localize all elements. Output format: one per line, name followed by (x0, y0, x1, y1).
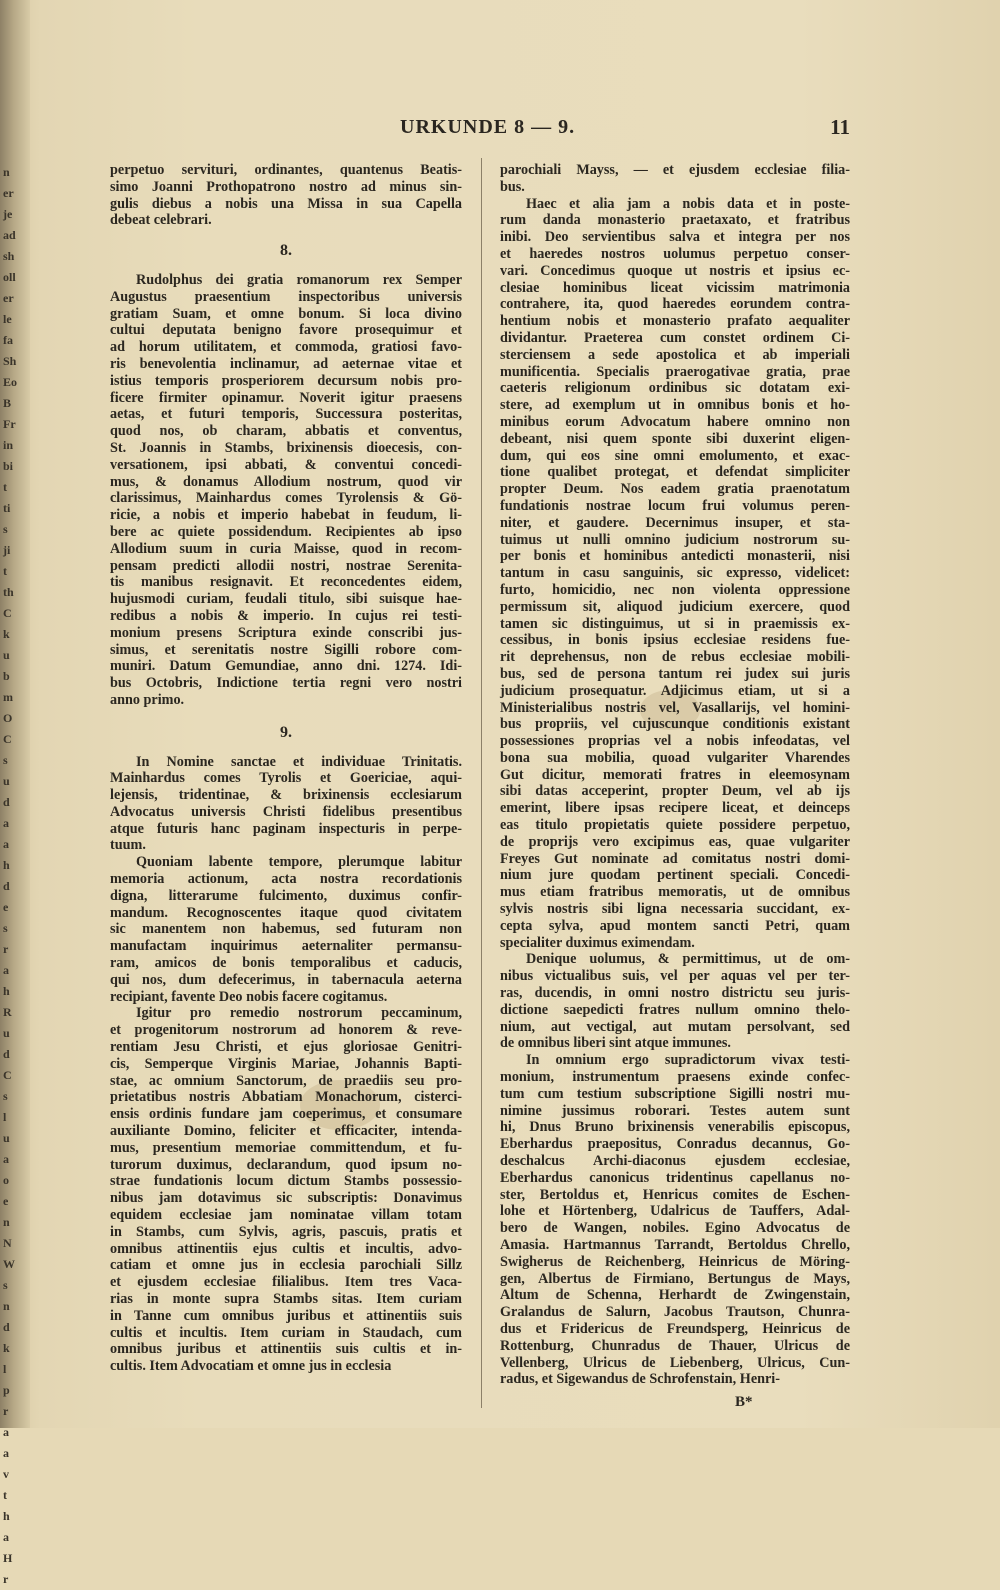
text-line: clarissimus, Mainhardus comes Tyrolensis & Gö- (110, 490, 462, 507)
text-line: propter Deum. Nos eadem gratia praenotatum (500, 481, 850, 498)
text-line: Swigherus de Reichenberg, Heinricus de Möring- (500, 1253, 850, 1270)
text-line: Augustus praesentium inspectoribus universis (110, 288, 462, 305)
gutter-fragment: Eo (3, 375, 18, 389)
gutter-fragment: d (3, 1320, 10, 1334)
text-line: rit deprehensus, non de rebus ecclesiae mobili- (500, 649, 850, 666)
gutter-fragment: ad (3, 228, 16, 242)
gutter-fragment: l (3, 1362, 7, 1376)
text-line: recipiant, favente Deo nobis facere cogitamus. (110, 988, 388, 1005)
text-line: tis manibus resignavit. Et reconcedentes eidem, (110, 574, 462, 591)
text-line: cepta sylva, apud montem sancti Petri, quam (500, 917, 850, 934)
gutter-fragment: W (3, 1257, 15, 1271)
text-line: Haec et alia jam a nobis data et in poste- (526, 195, 850, 212)
document-number-8: 8. (280, 242, 292, 260)
text-line: aetas, et futuri temporis, Successura posteritas, (110, 406, 462, 423)
gutter-fragment: r (3, 942, 9, 956)
text-line: versationem, ipsi abbati, & conventui concedi- (110, 456, 462, 473)
gutter-fragment: n (3, 1299, 10, 1313)
gutter-fragment: a (3, 1446, 9, 1460)
text-line: sibi datas acceperint, propter Deum, vel ab ijs (500, 783, 850, 800)
column-divider (481, 158, 482, 1408)
running-title: URKUNDE 8 — 9. (400, 116, 576, 138)
gutter-fragment: H (3, 1551, 13, 1565)
gutter-fragment: s (3, 522, 8, 536)
paragraph-rudolphus (110, 272, 462, 709)
text-line: anno primo. (110, 691, 185, 708)
text-line: specialiter duximus eximendam. (500, 934, 695, 951)
text-line: rentiam Jesu Christi, et ejus gloriosae Genitri- (110, 1039, 462, 1056)
gutter-fragment: r (3, 1572, 9, 1586)
gutter-fragment: N (3, 1236, 12, 1250)
gutter-text (0, 162, 30, 1590)
gutter-fragment: t (3, 1488, 7, 1502)
gutter-fragment: b (3, 669, 10, 683)
text-line: sylvis nostris sibi ligna necessaria succidant, ex- (500, 901, 850, 918)
text-line: hentium nobis et monasterio prafato aequaliter (500, 313, 850, 330)
text-line: nibus victualibus suis, vel per aquas vel per ter- (500, 968, 850, 985)
text-line: stae, ac omnium Sanctorum, de praediis seu pro- (110, 1072, 462, 1089)
paragraph-testes (500, 1052, 850, 1388)
text-line: strae fundationis locum dictum Stambs possessio- (110, 1173, 462, 1190)
text-line: dictione saepedicti fratres nullum omnino thelo- (500, 1001, 850, 1018)
text-line: dus et Fridericus de Freundsperg, Heinricus de (500, 1320, 850, 1337)
gutter-fragment: u (3, 1026, 10, 1040)
text-line: Igitur pro remedio nostrorum peccaminum, (136, 1005, 462, 1022)
text-line: Ministerialibus nostris vel, Vasallarijs, vel homini- (500, 699, 850, 716)
text-line: cultui deputata benigno favore prosequimur et (110, 322, 462, 339)
text-line: tantum in casu sanguinis, sic expresso, videlicet: (500, 565, 850, 582)
gutter-fragment: C (3, 732, 12, 746)
gutter-fragment: v (3, 1467, 9, 1481)
text-line: lejensis, tridentinae, & brixinensis ecclesiarum (110, 787, 462, 804)
text-line: Gralandus de Salurn, Jacobus Trautson, Chunra- (500, 1304, 850, 1321)
page-header (110, 116, 850, 146)
text-line: per bonis et hominibus antedicti monasterii, nisi (500, 548, 850, 565)
text-line: monium, instrumentum praesens exinde confec- (500, 1069, 850, 1086)
gutter-fragment: Fr (3, 417, 16, 431)
text-line: mus etiam fratribus memoratis, ut de omnibus (500, 884, 850, 901)
gutter-fragment: t (3, 564, 7, 578)
text-line: St. Joannis in Stambs, brixinensis dioecesis, con- (110, 439, 462, 456)
gutter-fragment: ji (3, 543, 11, 557)
text-line: caeteris religionum ordinibus sic dotatam exi- (500, 380, 850, 397)
text-line: bus. (500, 178, 525, 195)
text-line: atque futuris hanc paginam inspecturis in perpe- (110, 820, 462, 837)
text-line: vari. Concedimus quoque ut nostris et ipsius ec- (500, 262, 850, 279)
gutter-fragment: t (3, 480, 7, 494)
gutter-fragment: in (3, 438, 14, 452)
gutter-fragment: l (3, 1110, 7, 1124)
gutter-fragment: Sh (3, 354, 17, 368)
gutter-fragment: r (3, 1404, 9, 1418)
text-line: parochiali Mayss, — et ejusdem ecclesiae filia- (500, 162, 850, 178)
text-line: tuimus ut nulli omnino judicium nostrorum su- (500, 531, 850, 548)
text-line: eas titulo propietatis quiete possidere perpetuo, (500, 817, 850, 834)
text-line: Advocatus universis Christi fidelibus presentibus (110, 803, 462, 820)
text-line: munificentia. Specialis praerogativae gratia, prae (500, 363, 850, 380)
text-line: bus Octobris, Indictione tertia regni vero nostri (110, 675, 462, 692)
paragraph-haec (500, 196, 850, 952)
text-line: pensam predicti allodii nostri, nostrae Serenita- (110, 557, 462, 574)
gutter-fragment: oll (3, 270, 16, 284)
text-line: sterciensem a sede apostolica et ab imperiali (500, 346, 850, 363)
text-line: radus, et Sigewandus de Schrofenstain, Henri- (500, 1371, 780, 1388)
text-line: debeant, nisi quem sponte sibi duxerint eligen- (500, 430, 850, 447)
text-line: dum, qui eos sine omni emolumento, et exac- (500, 447, 850, 464)
paragraph-denique (500, 951, 850, 1052)
text-line: clesiae hominibus liceat vicissim matrimonia (500, 279, 850, 296)
text-line: Rottenburg, Chunradus de Thauer, Ulricus de (500, 1337, 850, 1354)
gutter-fragment: B (3, 396, 12, 410)
text-line: rias in monte supra Stambs sitas. Item curiam (110, 1291, 462, 1307)
text-line: cultis et incultis. Item curiam in Staudach, cum (110, 1324, 462, 1341)
text-line: fundationis nostrae locum frui volumus peren- (500, 497, 850, 514)
text-line: et ejusdem ecclesiae filialibus. Item tres Vaca- (110, 1274, 462, 1291)
text-line: ricie, a nobis et imperio habebat in feudum, li- (110, 507, 462, 524)
left-column (110, 162, 462, 1375)
text-line: In omnium ergo supradictorum vivax testi- (526, 1052, 850, 1069)
text-line: nium, aut vectigal, aut mutam persolvant, sed (500, 1018, 850, 1035)
gutter-fragment: th (3, 585, 14, 599)
text-line: equidem ecclesiae jam nominatae villam totam (110, 1207, 462, 1224)
gutter-fragment: k (3, 1341, 10, 1355)
text-line: ensis ordinis fundare jam coeperimus, et consumare (110, 1106, 462, 1123)
text-line: Eberhardus praepositus, Conradus decannus, Go- (500, 1136, 850, 1153)
page-number: 11 (830, 115, 850, 139)
text-line: bero de Wangen, nobiles. Egino Advocatus de (500, 1220, 850, 1237)
text-line: auxiliante Domino, feliciter et efficaciter, intenda- (110, 1123, 462, 1140)
text-line: stere, ad exemplum ut in omnibus bonis et ho- (500, 397, 850, 414)
facing-page-gutter (0, 0, 30, 1586)
text-line: muniri. Datum Gemundiae, anno dni. 1274. Idi- (110, 658, 462, 675)
text-line: ster, Bertoldus et, Henricus comites de Eschen- (500, 1186, 850, 1203)
text-line: dividantur. Praeterea cum constet ordinem Ci- (500, 329, 850, 346)
text-line: cultis. Item Advocatiam et omne jus in ecclesia (110, 1358, 392, 1375)
text-line: contrahere, ita, quod haeredes eorundem contra- (500, 296, 850, 313)
text-line: gratiam Suam, et omne bonum. Si loca divino (110, 305, 462, 322)
text-line: digna, litterarume fulcimento, duximus confir- (110, 887, 462, 904)
gutter-fragment: ti (3, 501, 11, 515)
text-line: bona sua mobilia, quoad vulgariter Vharendes (500, 749, 850, 766)
gutter-fragment: h (3, 1509, 10, 1523)
text-line: tamen sic distinguimus, ut si in praemissis ex- (500, 615, 850, 632)
gutter-fragment: a (3, 963, 9, 977)
gutter-fragment: R (3, 1005, 12, 1019)
text-line: Denique uolumus, & permittimus, ut de om- (526, 951, 850, 968)
text-line: cessibus, in bonis ipsius ecclesiae residens fue- (500, 632, 850, 649)
paragraph-invocation (110, 754, 462, 855)
text-line: nibus jam dotavimus sic subscriptis: Donavimus (110, 1190, 462, 1207)
text-line: catiam et omne jus in ecclesia parochiali Sillz (110, 1257, 462, 1274)
text-line: Eberhardus canonicus tridentinus capellanus no- (500, 1169, 850, 1186)
paragraph-continued-right (500, 162, 850, 196)
text-line: Allodium suum in curia Maisse, quod in recom- (110, 540, 462, 557)
paragraph-igitur (110, 1005, 462, 1375)
text-line: mandum. Recognoscentes itaque quod civitatem (110, 904, 462, 921)
text-line: Vellenberg, Ulricus de Liebenberg, Ulricus, Cun- (500, 1354, 850, 1371)
gutter-fragment: u (3, 1131, 10, 1145)
text-line: de omnibus liberi sint atque immunes. (500, 1035, 731, 1052)
text-line: Freyes Gut nominate ad comitatus nostri domi- (500, 850, 850, 867)
text-line: quod nos, ob charam, abbatis et conventus, (110, 423, 462, 440)
text-line: Mainhardus comes Tyrolis et Goericiae, aqui- (110, 770, 462, 787)
text-line: Amasia. Hartmannus Tarrandt, Bertoldus Chrello, (500, 1237, 850, 1253)
text-line: ram, amicos de bonis temporalibus et caducis, (110, 955, 462, 972)
text-line: manufactam inquirimus aeternaliter permansu- (110, 938, 462, 955)
gutter-fragment: o (3, 1173, 9, 1187)
gutter-fragment: je (3, 207, 13, 221)
gutter-fragment: a (3, 1425, 9, 1439)
gutter-fragment: s (3, 1089, 8, 1103)
gutter-fragment: p (3, 1383, 10, 1397)
gutter-fragment: a (3, 837, 9, 851)
gutter-fragment: O (3, 711, 13, 725)
paragraph-quoniam (110, 854, 462, 1005)
text-line: de proprijs vero excipimus eas, quae vulgariter (500, 833, 850, 850)
text-line: et haeredes nostros uolumus perpetuo conser- (500, 245, 850, 262)
gutter-fragment: a (3, 816, 9, 830)
text-line: memoria actionum, acta nostra recordationis (110, 871, 462, 888)
text-line: gen, Albertus de Firmiano, Bertungus de Mays, (500, 1270, 850, 1287)
text-line: omnibus attinentiis ejus cultis et incultis, advo- (110, 1240, 462, 1257)
gutter-fragment: s (3, 753, 8, 767)
text-line: inibi. Deo servientibus salva et integra per nos (500, 229, 850, 246)
paragraph-continued (110, 162, 462, 229)
gutter-fragment: h (3, 858, 10, 872)
text-line: deschalcus Archi-diaconus ejusdem ecclesiae, (500, 1153, 850, 1170)
gutter-fragment: C (3, 1068, 12, 1082)
text-line: tuum. (110, 837, 146, 854)
gutter-fragment: s (3, 921, 8, 935)
text-line: furto, homicidio, nec non violenta oppressione (500, 581, 850, 598)
text-line: mus, & donamus Allodium nostrum, quod vir (110, 473, 462, 490)
text-line: hujusmodi curiam, feudali titulo, sibi suisque hae- (110, 591, 462, 608)
text-line: tum cum testium subscriptione Sigilli nostri mu- (500, 1085, 850, 1102)
text-line: ras, ducendis, in omni nostro districtu seu juris- (500, 985, 850, 1002)
gutter-fragment: er (3, 291, 14, 305)
text-line: omnibus juribus et attinentiis suis cultis et in- (110, 1341, 462, 1358)
text-line: Gut dicitur, memorati fratres in eleemosynam (500, 766, 850, 783)
text-line: simo Joanni Prothopatrono nostro ad minus sin- (110, 178, 462, 195)
text-line: debeat celebrari. (110, 212, 212, 229)
text-line: minibus eorum Advocatum habere omnino non (500, 413, 850, 430)
text-line: rum danda monasterio praetaxato, et fratribus (500, 212, 850, 229)
gutter-fragment: h (3, 984, 10, 998)
gutter-fragment: n (3, 165, 10, 179)
text-line: Quoniam labente tempore, plerumque labitur (136, 854, 462, 871)
text-line: ris benevolentia inclinamur, ad aeternae vitae et (110, 355, 462, 372)
text-line: simus, et serenitatis nostre Sigilli robore com- (110, 641, 462, 658)
text-line: bus, sed de persona tantum rei judex sui juris (500, 665, 850, 682)
text-line: hi, Dnus Bruno brixinensis venerabilis episcopus, (500, 1119, 850, 1136)
text-line: monium presens Scriptura exinde conscribi jus- (110, 624, 462, 641)
text-line: mus, presentium memoriae committendum, et fu- (110, 1139, 462, 1156)
text-line: bere ac quiete possidendum. Recipientes ab ipso (110, 523, 462, 540)
text-line: perpetuo servituri, ordinantes, quantenus Beatis- (110, 162, 462, 178)
text-line: ficere firmiter opinamur. Noverit igitur praesens (110, 389, 462, 406)
text-line: istius temporis prosperiorem decursum nobis pro- (110, 372, 462, 389)
text-line: niter, et gaudere. Decernimus insuper, et sta- (500, 514, 850, 531)
text-line: emerint, libere ipsas recipere liceat, et deinceps (500, 800, 850, 817)
document-number-9: 9. (280, 723, 292, 741)
gutter-fragment: d (3, 879, 10, 893)
gutter-fragment: u (3, 648, 10, 662)
gutter-fragment: e (3, 900, 9, 914)
text-line: gulis diebus a nobis una Missa in sua Capella (110, 195, 462, 212)
gutter-fragment: C (3, 606, 12, 620)
text-line: possessiones proprias vel a nobis infeodatas, vel (500, 733, 850, 750)
text-line: prietatibus nostris Abbatiam Monachorum, cisterci- (110, 1089, 462, 1106)
gutter-fragment: er (3, 186, 14, 200)
gutter-fragment: e (3, 1194, 9, 1208)
text-line: ad horum utilitatem, et commoda, gratiosi favo- (110, 339, 462, 356)
gutter-fragment: fa (3, 333, 13, 347)
gutter-fragment: m (3, 690, 13, 704)
gutter-fragment: d (3, 1047, 10, 1061)
text-line: bus propriis, vel cujuscunque conditionis existant (500, 716, 850, 733)
gutter-fragment: n (3, 1215, 10, 1229)
text-line: permissum sit, aliquod judicium exercere, quod (500, 598, 850, 615)
text-line: turorum duximus, declarandum, quod ipsum no- (110, 1156, 462, 1173)
text-line: Rudolphus dei gratia romanorum rex Semper (136, 271, 462, 288)
text-line: nimine jussimus roborari. Testes autem sunt (500, 1102, 850, 1119)
gutter-fragment: u (3, 774, 10, 788)
text-line: cis, Semperque Virginis Mariae, Johannis Bapti- (110, 1055, 462, 1072)
gutter-fragment: le (3, 312, 12, 326)
text-line: tione qualibet protegat, et defendat simpliciter (500, 464, 850, 481)
gutter-fragment: k (3, 627, 10, 641)
gutter-fragment: s (3, 1278, 8, 1292)
gutter-fragment: bi (3, 459, 14, 473)
text-line: in Stambs, cum Sylvis, agris, pascuis, pratis et (110, 1223, 462, 1240)
text-line: Altum de Schenna, Herhardt de Zwingenstain, (500, 1287, 850, 1304)
text-line: redibus a nobis & imperio. In cujus rei testi- (110, 607, 462, 624)
gutter-fragment: sh (3, 249, 15, 263)
text-line: nium jure quodam pertinent speciali. Concedi- (500, 867, 850, 884)
gutter-fragment: a (3, 1530, 9, 1544)
gutter-fragment: a (3, 1152, 9, 1166)
text-line: judicium prosequatur. Adjicimus etiam, ut si a (500, 682, 850, 699)
gutter-fragment: d (3, 795, 10, 809)
text-line: qui nos, dum defecerimus, in tabernacula aeterna (110, 971, 462, 988)
text-line: lohe et Hörtenberg, Udalricus de Tauffers, Adal- (500, 1203, 850, 1220)
signature-mark: B* (735, 1394, 753, 1410)
text-line: In Nomine sanctae et individuae Trinitatis. (136, 753, 462, 770)
text-line: sic manentem non habemus, sed futuram non (110, 921, 462, 938)
text-line: et progenitorum nostrorum ad honorem & reve- (110, 1022, 462, 1039)
right-column (500, 162, 850, 1388)
text-line: in Tanne cum omnibus juribus et attinentiis suis (110, 1307, 462, 1324)
